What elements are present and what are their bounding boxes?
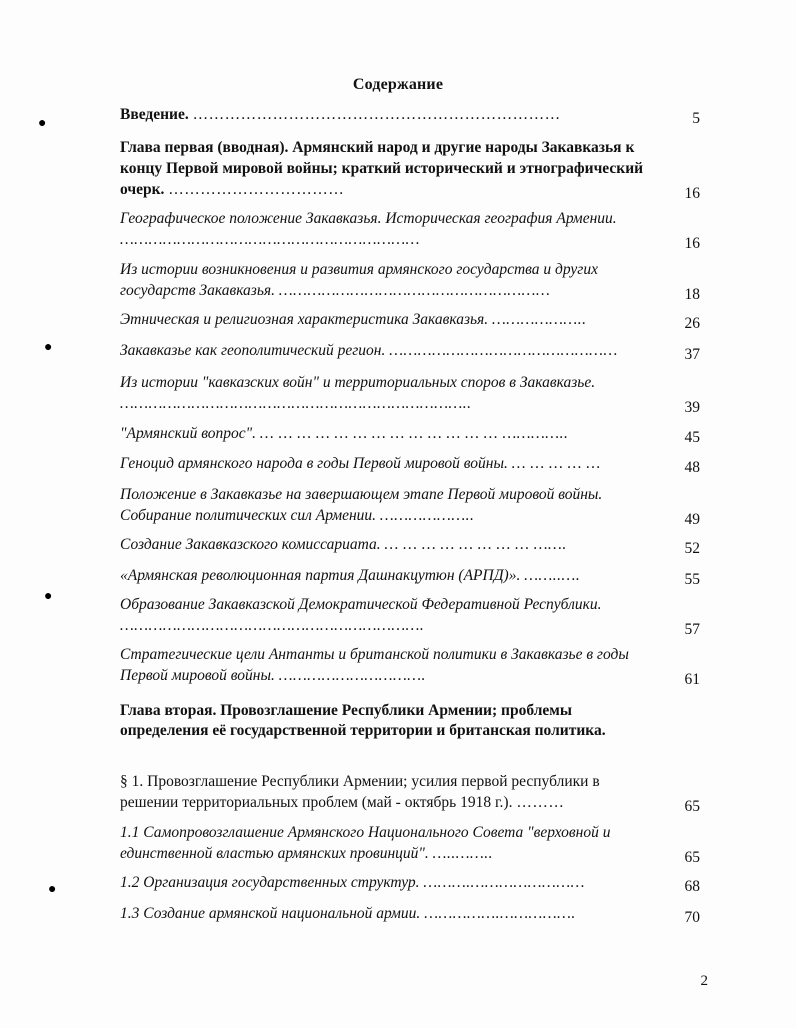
toc-entry-text: 1.2 Организация государственных структур. (120, 874, 420, 891)
toc-leader-dots: ……….…………………… (423, 874, 585, 891)
toc-page-number: 5 (692, 110, 700, 127)
toc-entry-text: Образование Закавказской Демократической Федеративной Республики. (120, 596, 602, 613)
punch-hole-mark-icon: ● (44, 589, 53, 604)
toc-entry-section-1-2 (120, 872, 700, 893)
toc-entry-geopolitical (120, 340, 700, 361)
toc-entry-text: Положение в Закавказье на завершающем этапе Первой мировой войны. Собирание политических сил Армении. (120, 486, 603, 524)
toc-page-number: 16 (684, 185, 700, 202)
toc-page-number: 55 (684, 571, 700, 588)
toc-entry-text: Геноцид армянского народа в годы Первой мировой войны. (120, 455, 508, 472)
toc-entry-section-1-3 (120, 903, 700, 924)
toc-page-number: 48 (684, 459, 700, 476)
toc-leader-dots: …..…….. (432, 845, 494, 862)
toc-page-number: 61 (684, 671, 700, 688)
punch-hole-mark-icon: ● (38, 116, 47, 131)
toc-entry-commissariat (120, 534, 700, 555)
toc-page-number: 65 (684, 849, 700, 866)
toc-entry-chapter-1 (120, 137, 700, 200)
toc-page-number: 70 (684, 909, 700, 926)
toc-page-number: 49 (684, 511, 700, 528)
toc-entry-geography (120, 208, 700, 250)
toc-entry-text: Глава первая (вводная). Армянский народ и другие народы Закавказья к концу Первой мировой войны; краткий исторический и этнографический очерк. (120, 139, 644, 198)
toc-entry-genocide (120, 453, 700, 474)
toc-page-number: 37 (684, 346, 700, 363)
toc-entry-text: Стратегические цели Антанты и британской политики в Закавказье в годы Первой мировой войны. (120, 646, 629, 684)
toc-entry-text: Географическое положение Закавказья. Историческая география Армении. (120, 210, 617, 227)
punch-hole-mark-icon: ● (48, 882, 57, 897)
toc-entry-text: Введение. (120, 106, 189, 123)
toc-leader-dots: …………………………. (278, 667, 426, 684)
toc-page-number: 45 (684, 429, 700, 446)
page-title: Содержание (352, 76, 444, 93)
toc-page-number: 39 (684, 399, 700, 416)
toc-entry-text: "Армянский вопрос". (120, 425, 257, 442)
toc-leader-dots: … … … … … … … … … … … … … ………….. (259, 425, 569, 442)
toc-page-number: 57 (684, 621, 700, 638)
toc-leader-dots: ………………………………………………………. (120, 617, 425, 634)
toc-entry-text: 1.1 Самопровозглашение Армянского Национального Совета "верховной и единственной властью армянских провинций". (120, 824, 611, 862)
toc-page-number: 68 (684, 878, 700, 895)
toc-leader-dots: ……………….. (379, 507, 475, 524)
toc-entry-section-1 (120, 771, 700, 813)
toc-entry-text: Из истории "кавказских войн" и территориальных споров в Закавказье. (120, 374, 596, 391)
toc-entry-text: § 1. Провозглашение Республики Армении; усилия первой республики в решении территориальных проблем (май - октябрь 1918 г.). (120, 773, 600, 811)
toc-entry-state-history (120, 259, 700, 301)
toc-entry-final-stage (120, 484, 700, 526)
toc-entry-text: Из истории возникновения и развития армянского государства и других государств Закавказья. (120, 261, 598, 299)
toc-entry-section-1-1 (120, 822, 700, 864)
toc-leader-dots: …………………………… (168, 181, 345, 198)
toc-entry-armenian-question (120, 423, 700, 444)
toc-leader-dots: …………….……………. (424, 905, 576, 922)
toc-leader-dots: ……………………………………………………… (120, 231, 420, 248)
toc-page-number: 16 (684, 235, 700, 252)
toc-entry-text: Создание Закавказского комиссариата. (120, 536, 381, 553)
toc-page-number: 18 (684, 286, 700, 303)
toc-leader-dots: ………………………………………………… (278, 282, 551, 299)
toc-leader-dots: ……..…. (524, 567, 581, 584)
toc-entry-text: Этническая и религиозная характеристика Закавказья. (120, 311, 489, 328)
toc-entry-arpd (120, 565, 700, 586)
toc-page-number: 52 (684, 540, 700, 557)
toc-leader-dots: … … … … … … … … ……. (384, 536, 567, 553)
toc-entry-caucasus-wars (120, 372, 700, 414)
toc-entry-federation (120, 594, 700, 636)
toc-leader-dots: ……………….. (492, 311, 587, 328)
toc-entry-text: «Армянская революционная партия Дашнакцутюн (АРПД)». (120, 567, 521, 584)
toc-entry-text: 1.3 Создание армянской национальной армии. (120, 905, 421, 922)
toc-entry-entente (120, 644, 700, 686)
page-number-footer: 2 (700, 973, 708, 989)
toc-entry-introduction (120, 104, 700, 125)
toc-leader-dots: ……… (516, 794, 565, 811)
punch-hole-mark-icon: ● (44, 340, 53, 355)
toc-entry-ethnic (120, 309, 700, 330)
toc-entry-text: Закавказье как геополитический регион. (120, 342, 386, 359)
toc-leader-dots: … … … … … (511, 455, 601, 472)
toc-leader-dots: ……………………………………………………………….. (120, 395, 472, 412)
toc-page-number: 26 (684, 315, 700, 332)
toc-leader-dots: …………………………………………………………… (192, 106, 561, 123)
toc-page-number: 65 (684, 798, 700, 815)
toc-leader-dots: ………………………………………… (389, 342, 618, 359)
toc-chapter-2-heading: Глава вторая. Провозглашение Республики Армении; проблемы определения её государственной территории и британская политика. (120, 702, 606, 739)
